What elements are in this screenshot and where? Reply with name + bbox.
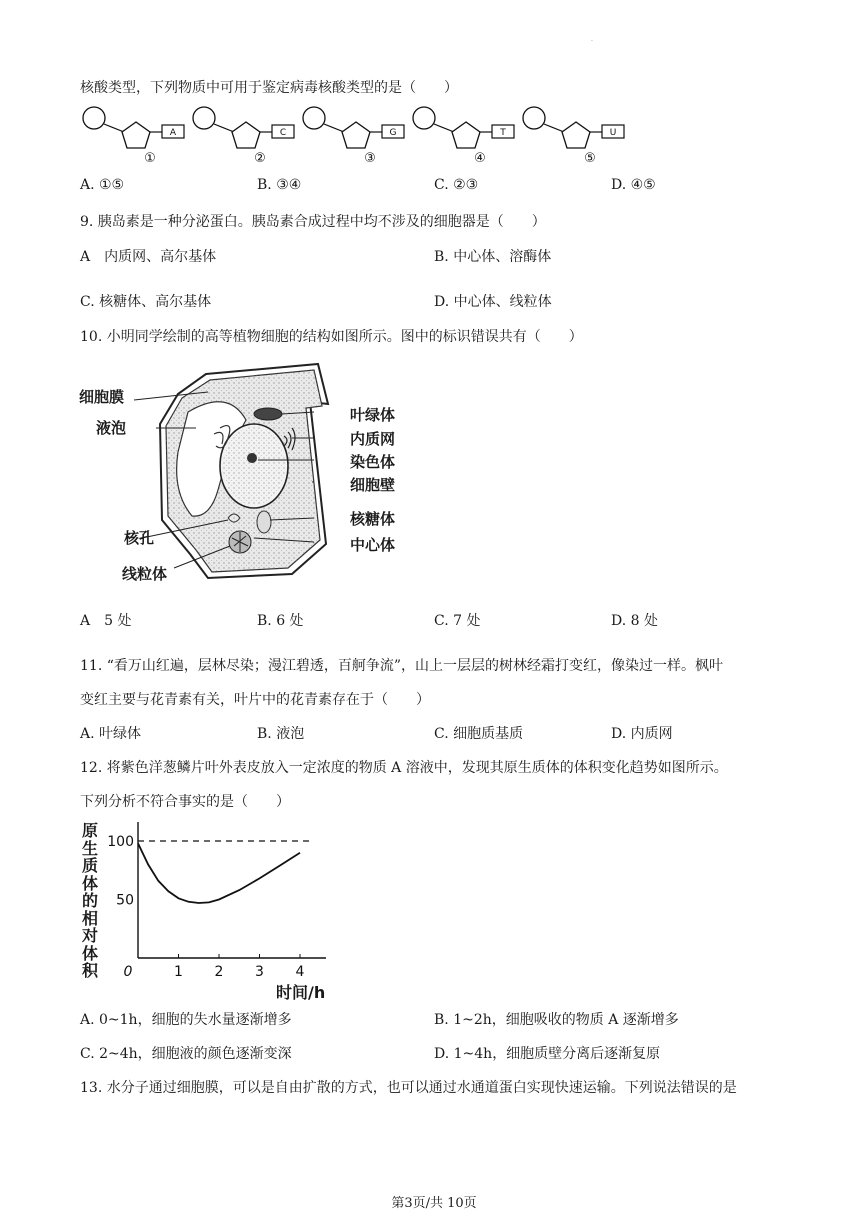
nucleotide-4 [413,107,514,166]
y-tick-label: 100 [107,834,134,850]
phosphate-bond [544,124,564,132]
q8-option-a[interactable]: A. ①⑤ [80,177,125,193]
q9-option-c[interactable]: C. 核糖体、高尔基体 [80,294,212,310]
nucleotide-3 [303,107,404,166]
base-letter: C [279,128,287,138]
q12-option-d[interactable]: D. 1~4h，细胞质壁分离后逐渐复原 [434,1046,661,1062]
phosphate-bond [434,124,454,132]
phosphate-circle [523,107,545,129]
nucleotide-5 [523,107,624,166]
q11-option-a[interactable]: A. 叶绿体 [80,726,142,742]
q13-stem: 13. 水分子通过细胞膜，可以是自由扩散的方式，也可以通过水通道蛋白实现快速运输。下列说法错误的是 [80,1080,737,1096]
label-mitochondrion: 线粒体 [122,565,168,583]
label-cell-wall: 细胞壁 [350,476,396,494]
label-cell-membrane: 细胞膜 [79,388,125,406]
volume-chart [78,814,348,1006]
q11-option-b[interactable]: B. 液泡 [257,726,305,742]
base-letter: G [389,128,397,138]
label-chromosome: 染色体 [350,453,396,471]
sugar-pentagon [452,122,480,148]
label-centriole: 中心体 [350,536,396,554]
chart-xlabel: 时间/h [276,983,326,1002]
label-er: 内质网 [350,430,396,448]
x-tick-label: 2 [214,964,224,980]
page-number: 第3页/共 10页 [391,1196,477,1211]
q12-stem-line1: 12. 将紫色洋葱鳞片叶外表皮放入一定浓度的物质 A 溶液中，发现其原生质体的体积变化趋势如图所示。 [80,760,728,776]
q12-stem-line2: 下列分析不符合事实的是（ ） [80,794,290,810]
q11-stem-line1: 11. “看万山红遍，层林尽染；漫江碧透，百舸争流”，山上一层层的树林经霜打变红，像染过一样。枫叶 [80,658,724,674]
nucleotide-number: ② [254,151,266,166]
q10-option-b[interactable]: B. 6 处 [257,613,304,629]
nucleotide-2 [193,107,294,166]
label-nuclear-pore: 核孔 [124,529,155,547]
series-line [138,843,300,903]
q11-option-c[interactable]: C. 细胞质基质 [434,726,524,742]
phosphate-circle [83,107,105,129]
q12-option-c[interactable]: C. 2~4h，细胞液的颜色逐渐变深 [80,1046,292,1062]
q10-option-c[interactable]: C. 7 处 [434,613,481,629]
phosphate-bond [104,124,124,132]
sugar-pentagon [562,122,590,148]
x-tick-label: 3 [255,964,264,980]
base-letter: T [500,128,506,138]
nucleotide-number: ③ [364,151,376,166]
q10-option-a[interactable]: A 5 处 [80,613,132,629]
nucleotide-number: ① [144,151,156,166]
label-ribosome: 核糖体 [350,510,396,528]
q8-option-c[interactable]: C. ②③ [434,177,479,193]
x-tick-label: 1 [174,964,183,980]
phosphate-circle [303,107,325,129]
q12-option-b[interactable]: B. 1~2h，细胞吸收的物质 A 逐渐增多 [434,1012,679,1028]
nucleotide-number: ⑤ [584,151,596,166]
chart-ylabel: 原生质体的相对体积 [82,821,99,980]
phosphate-circle [413,107,435,129]
phosphate-bond [324,124,344,132]
nucleotide-1 [83,107,184,166]
q10-stem: 10. 小明同学绘制的高等植物细胞的结构如图所示。图中的标识错误共有（ ） [80,329,583,345]
q12-option-a[interactable]: A. 0~1h，细胞的失水量逐渐增多 [80,1012,292,1028]
q9-option-d[interactable]: D. 中心体、线粒体 [434,294,552,310]
sugar-pentagon [342,122,370,148]
phosphate-bond [214,124,234,132]
q8-stem: 核酸类型，下列物质中可用于鉴定病毒核酸类型的是（ ） [80,80,458,96]
q11-option-d[interactable]: D. 内质网 [611,726,673,742]
sugar-pentagon [122,122,150,148]
sugar-pentagon [232,122,260,148]
nucleotide-figure [78,100,678,168]
q8-option-b[interactable]: B. ③④ [257,177,302,193]
header-mark: . [591,36,593,43]
label-chloroplast: 叶绿体 [350,406,396,424]
q9-option-a[interactable]: A 内质网、高尔基体 [80,249,217,265]
q9-option-b[interactable]: B. 中心体、溶酶体 [434,249,552,265]
q10-option-d[interactable]: D. 8 处 [611,613,658,629]
x-tick-label: 0 [123,964,133,980]
label-vacuole: 液泡 [96,419,127,437]
phosphate-circle [193,107,215,129]
base-letter: A [169,128,177,138]
nucleotide-number: ④ [474,151,486,166]
x-tick-label: 4 [295,964,305,980]
base-letter: U [609,128,617,138]
y-tick-label: 50 [116,892,134,909]
q8-option-d[interactable]: D. ④⑤ [611,177,656,193]
q9-stem: 9. 胰岛素是一种分泌蛋白。胰岛素合成过程中均不涉及的细胞器是（ ） [80,214,546,230]
q11-stem-line2: 变红主要与花青素有关，叶片中的花青素存在于（ ） [80,692,430,708]
